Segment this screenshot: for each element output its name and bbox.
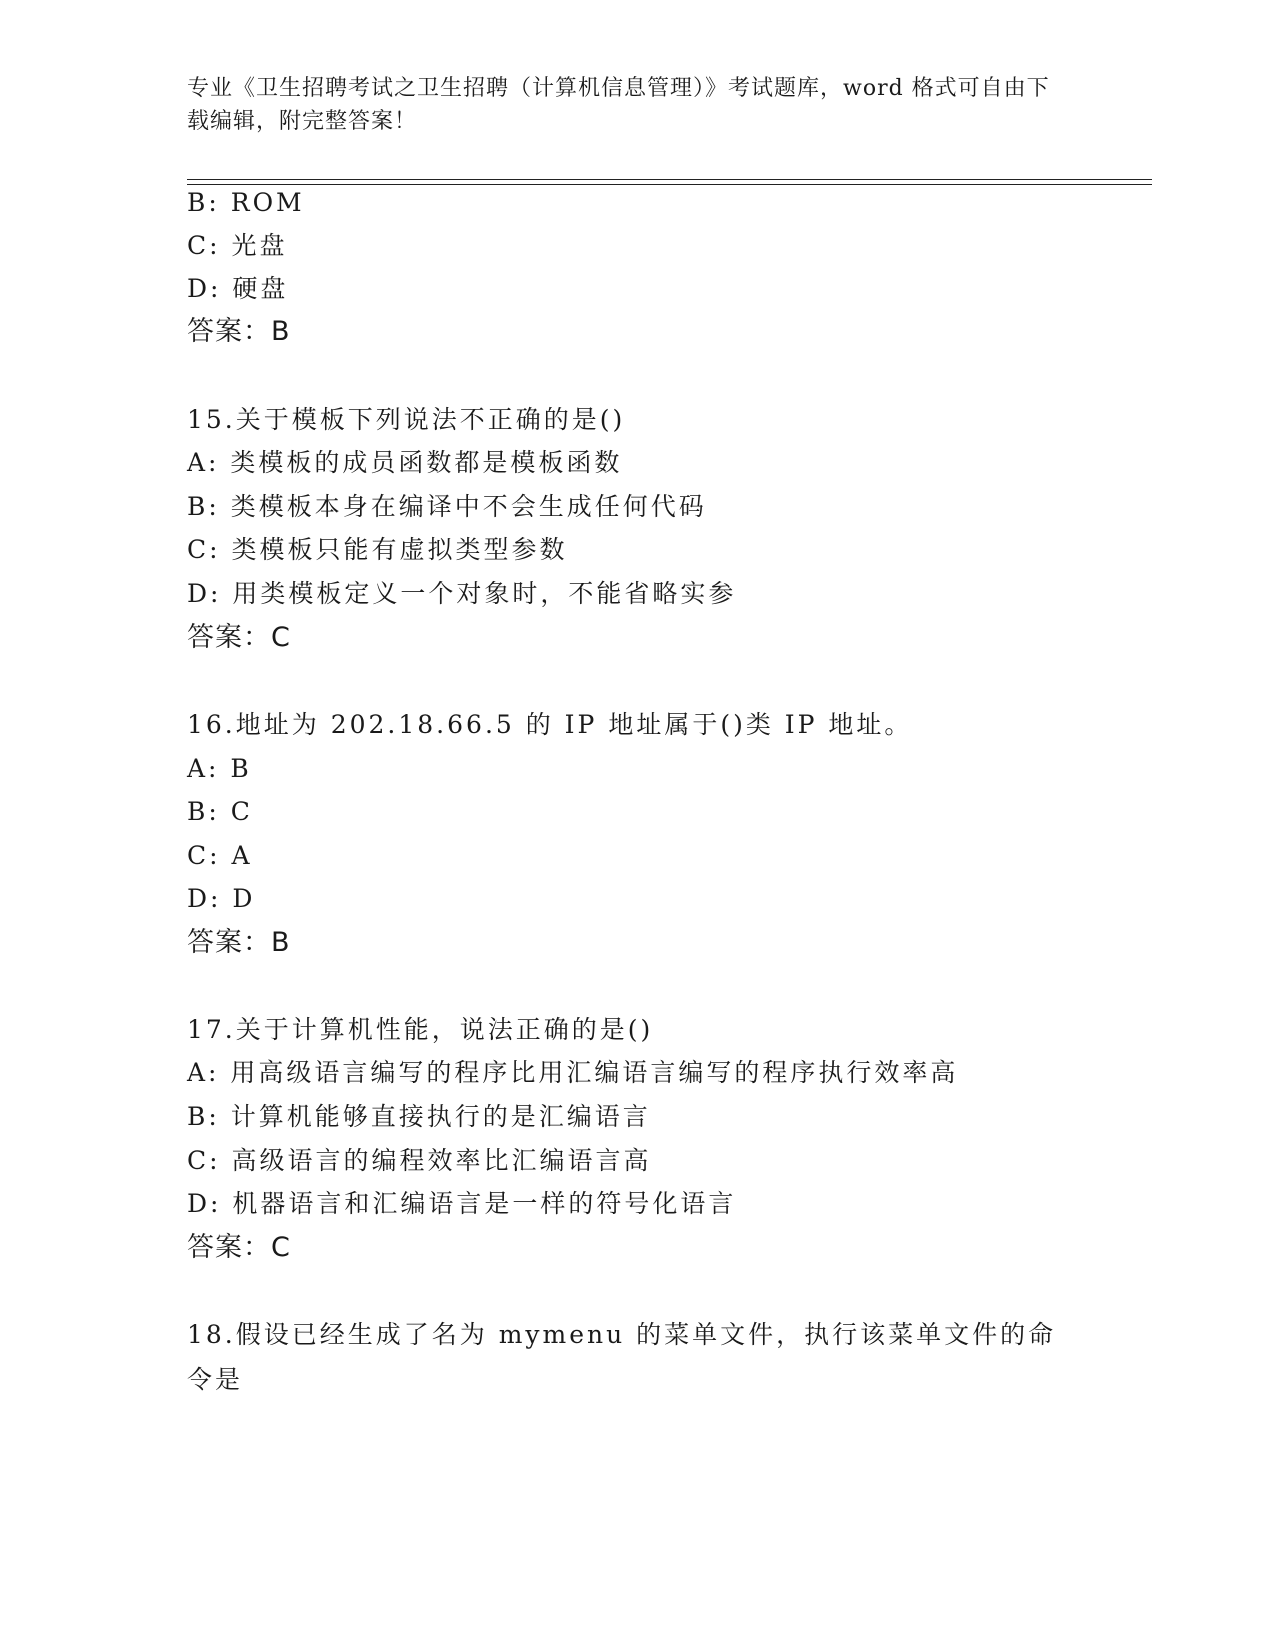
q16-option-c: C: A xyxy=(187,841,253,870)
q15-option-c: C: 类模板只能有虚拟类型参数 xyxy=(187,535,568,564)
answer-value: B xyxy=(271,316,290,347)
q15-option-a: A: 类模板的成员函数都是模板函数 xyxy=(187,448,623,477)
answer-value: C xyxy=(271,622,290,653)
q16-option-b: B: C xyxy=(187,797,253,826)
header-rule-top xyxy=(187,179,1152,180)
q15-question: 15.关于模板下列说法不正确的是() xyxy=(187,405,626,434)
q17-option-a: A: 用高级语言编写的程序比用汇编语言编写的程序执行效率高 xyxy=(187,1058,959,1087)
q16-option-a: A: B xyxy=(187,754,252,783)
header-rule-bottom xyxy=(187,184,1152,185)
q16-option-d: D: D xyxy=(187,884,256,913)
q15-option-b: B: 类模板本身在编译中不会生成任何代码 xyxy=(187,492,707,521)
q17-option-b: B: 计算机能够直接执行的是汇编语言 xyxy=(187,1102,651,1131)
answer-label: 答案： xyxy=(187,927,271,958)
q17-option-c: C: 高级语言的编程效率比汇编语言高 xyxy=(187,1146,652,1175)
q17-answer xyxy=(187,1232,290,1264)
document-header: 专业《卫生招聘考试之卫生招聘（计算机信息管理）》考试题库，word 格式可自由下载编辑，附完整答案！ xyxy=(187,76,1050,134)
answer-value: B xyxy=(271,927,290,958)
q15-answer xyxy=(187,622,290,654)
answer-label: 答案： xyxy=(187,316,271,347)
q16-answer xyxy=(187,927,290,959)
q15-option-d: D: 用类模板定义一个对象时，不能省略实参 xyxy=(187,579,737,608)
q14-option-c: C: 光盘 xyxy=(187,231,288,260)
answer-label: 答案： xyxy=(187,1232,271,1263)
answer-label: 答案： xyxy=(187,622,271,653)
q17-question: 17.关于计算机性能，说法正确的是() xyxy=(187,1015,654,1044)
q14-answer xyxy=(187,316,290,348)
q17-option-d: D: 机器语言和汇编语言是一样的符号化语言 xyxy=(187,1189,737,1218)
q14-option-d: D: 硬盘 xyxy=(187,274,289,303)
q18-question: 18.假设已经生成了名为 mymenu 的菜单文件，执行该菜单文件的命令是 xyxy=(187,1320,1057,1394)
answer-value: C xyxy=(271,1232,290,1263)
q14-option-b: B: ROM xyxy=(187,188,305,217)
q16-question: 16.地址为 202.18.66.5 的 IP 地址属于()类 IP 地址。 xyxy=(187,710,913,739)
